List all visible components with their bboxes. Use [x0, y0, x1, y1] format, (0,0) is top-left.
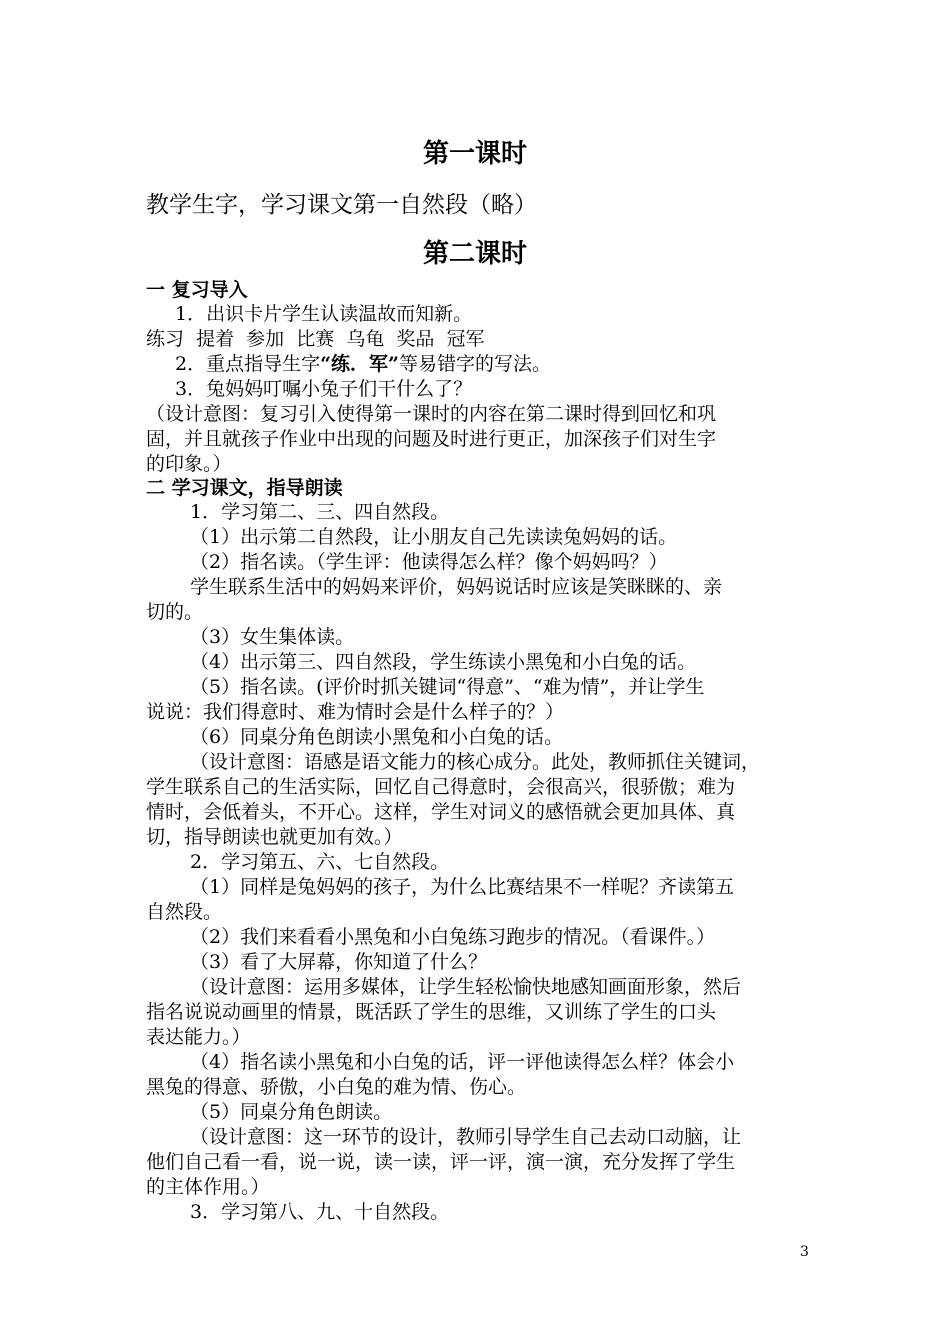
section2-line: 切的。: [146, 601, 204, 623]
section1-heading: 一 复习导入: [146, 279, 248, 301]
section2-line: （6）同桌分角色朗读小黑兔和小白兔的话。: [190, 726, 564, 748]
section2-line: （5）同桌分角色朗读。: [190, 1101, 393, 1123]
section1-design-line: 固，并且就孩子作业中出现的问题及时进行更正，加深孩子们对生字: [146, 428, 717, 450]
section1-words: 练习 提着 参加 比赛 乌龟 奖品 冠军: [146, 328, 485, 350]
section2-line: （3）看了大屏幕，你知道了什么？: [190, 951, 488, 973]
section2-line: （1）同样是兔妈妈的孩子，为什么比赛结果不一样呢？齐读第五: [190, 876, 735, 898]
section2-line: （5）指名读。(评价时抓关键词“得意”、“难为情”，并让学生: [190, 676, 705, 698]
section1-item2: [175, 349, 551, 376]
section2-heading: 二 学习课文，指导朗读: [146, 477, 343, 499]
item2-text-bold: “练．军”: [320, 353, 399, 375]
lesson1-title: 第一课时: [422, 139, 527, 169]
section2-line: （3）女生集体读。: [190, 626, 355, 648]
section2-line: 说说：我们得意时、难为情时会是什么样子的？）: [146, 701, 565, 723]
section2-line: 情时，会低着头，不开心。这样，学生对词义的感悟就会更加具体、真: [146, 801, 736, 823]
lesson1-intro: 教学生字，学习课文第一自然段（略）: [146, 192, 537, 218]
section2-line: 他们自己看一看，说一说，读一读，评一评，演一演，充分发挥了学生: [146, 1151, 736, 1173]
section1-design-line: 的印象。）: [146, 453, 232, 475]
section1-item1: 1．出识卡片学生认读温故而知新。: [175, 303, 473, 325]
section2-line: 表达能力。）: [146, 1026, 251, 1048]
section2-line: （设计意图：运用多媒体，让学生轻松愉快地感知画面形象，然后: [190, 976, 742, 998]
item2-text-post: 等易错字的写法。: [398, 353, 551, 375]
section2-line: （2）指名读。（学生评：他读得怎么样？像个妈妈吗？）: [190, 551, 668, 573]
section2-line: （设计意图：这一环节的设计，教师引导学生自己去动口动脑，让: [190, 1126, 742, 1148]
section2-line: 指名说说动画里的情景，既活跃了学生的思维，又训练了学生的口头: [146, 1001, 717, 1023]
section1-design-line: （设计意图：复习引入使得第一课时的内容在第二课时得到回忆和巩: [146, 403, 717, 425]
section2-line: （4）出示第三、四自然段，学生练读小黑兔和小白兔的话。: [190, 651, 697, 673]
section2-line: 学生联系自己的生活实际，回忆自己得意时，会很高兴，很骄傲；难为: [146, 776, 736, 798]
section2-line: 学生联系生活中的妈妈来评价，妈妈说话时应该是笑眯眯的、亲: [190, 576, 723, 598]
section2-line: （1）出示第二自然段，让小朋友自己先读读兔妈妈的话。: [190, 526, 678, 548]
section2-line: 切，指导朗读也就更加有效。）: [146, 826, 403, 848]
section2-line: 2．学习第五、六、七自然段。: [190, 851, 450, 873]
section2-line: （设计意图：语感是语文能力的核心成分。此处，教师抓住关键词，: [190, 751, 761, 773]
section2-line: （4）指名读小黑兔和小白兔的话，评一评他读得怎么样？体会小: [190, 1051, 735, 1073]
section2-line: （2）我们来看看小黑兔和小白兔练习跑步的情况。（看课件。）: [190, 926, 716, 948]
section2-line: 黑兔的得意、骄傲，小白兔的难为情、伤心。: [146, 1076, 527, 1098]
page-number: 3: [800, 1244, 809, 1260]
section1-item3: 3．兔妈妈叮嘱小兔子们干什么了？: [175, 378, 473, 400]
lesson2-title: 第二课时: [422, 239, 527, 269]
item2-text-pre: 2．重点指导生字: [175, 353, 321, 375]
section2-line: 的主体作用。）: [146, 1176, 270, 1198]
section2-line: 自然段。: [146, 901, 223, 923]
section2-line: 3．学习第八、九、十自然段。: [190, 1201, 450, 1223]
section2-line: 1．学习第二、三、四自然段。: [190, 501, 450, 523]
